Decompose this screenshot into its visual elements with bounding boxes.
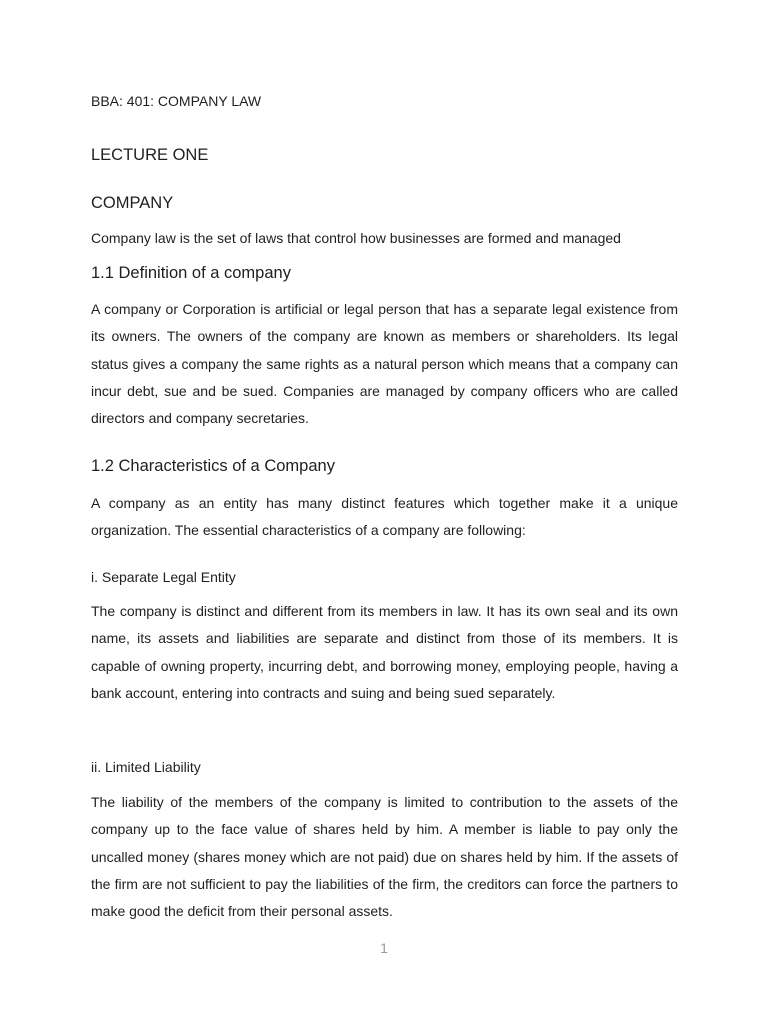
lecture-title: LECTURE ONE [91, 146, 209, 164]
topic-heading: COMPANY [91, 194, 174, 212]
characteristic-1-body: The company is distinct and different from its members in law. It has its own seal and its own name, its assets and liabilities are separate and distinct from those of its members. It is capable of owning property, incurring debt, and borrowing money, employing people, having a bank account, entering into contracts and suing and being sued separately. [91, 603, 678, 701]
course-title: BBA: 401: COMPANY LAW [91, 93, 262, 109]
intro-text: Company law is the set of laws that control how businesses are formed and managed [91, 230, 621, 246]
characteristic-1-heading: i. Separate Legal Entity [91, 569, 236, 585]
section-2-body: A company as an entity has many distinct features which together make it a unique organization. The essential characteristics of a company are following: [91, 495, 678, 539]
section-1-body: A company or Corporation is artificial or legal person that has a separate legal existence from its owners. The owners of the company are known as members or shareholders. Its legal status gives a company the same rights as a natural person which means that a company can incur debt, sue and be sued. Companies are managed by company officers who are called directors and company secretaries. [91, 301, 678, 427]
characteristic-2-heading: ii. Limited Liability [91, 759, 201, 775]
section-2-heading: 1.2 Characteristics of a Company [91, 457, 335, 475]
section-1-heading: 1.1 Definition of a company [91, 264, 291, 282]
page-number: 1 [380, 940, 388, 956]
characteristic-2-body: The liability of the members of the company is limited to contribution to the assets of the company up to the face value of shares held by him. A member is liable to pay only the uncalled money (shares money which are not paid) due on shares held by him. If the assets of the firm are not sufficient to pay the liabilities of the firm, the creditors can force the partners to make good the deficit from their personal assets. [91, 794, 678, 920]
